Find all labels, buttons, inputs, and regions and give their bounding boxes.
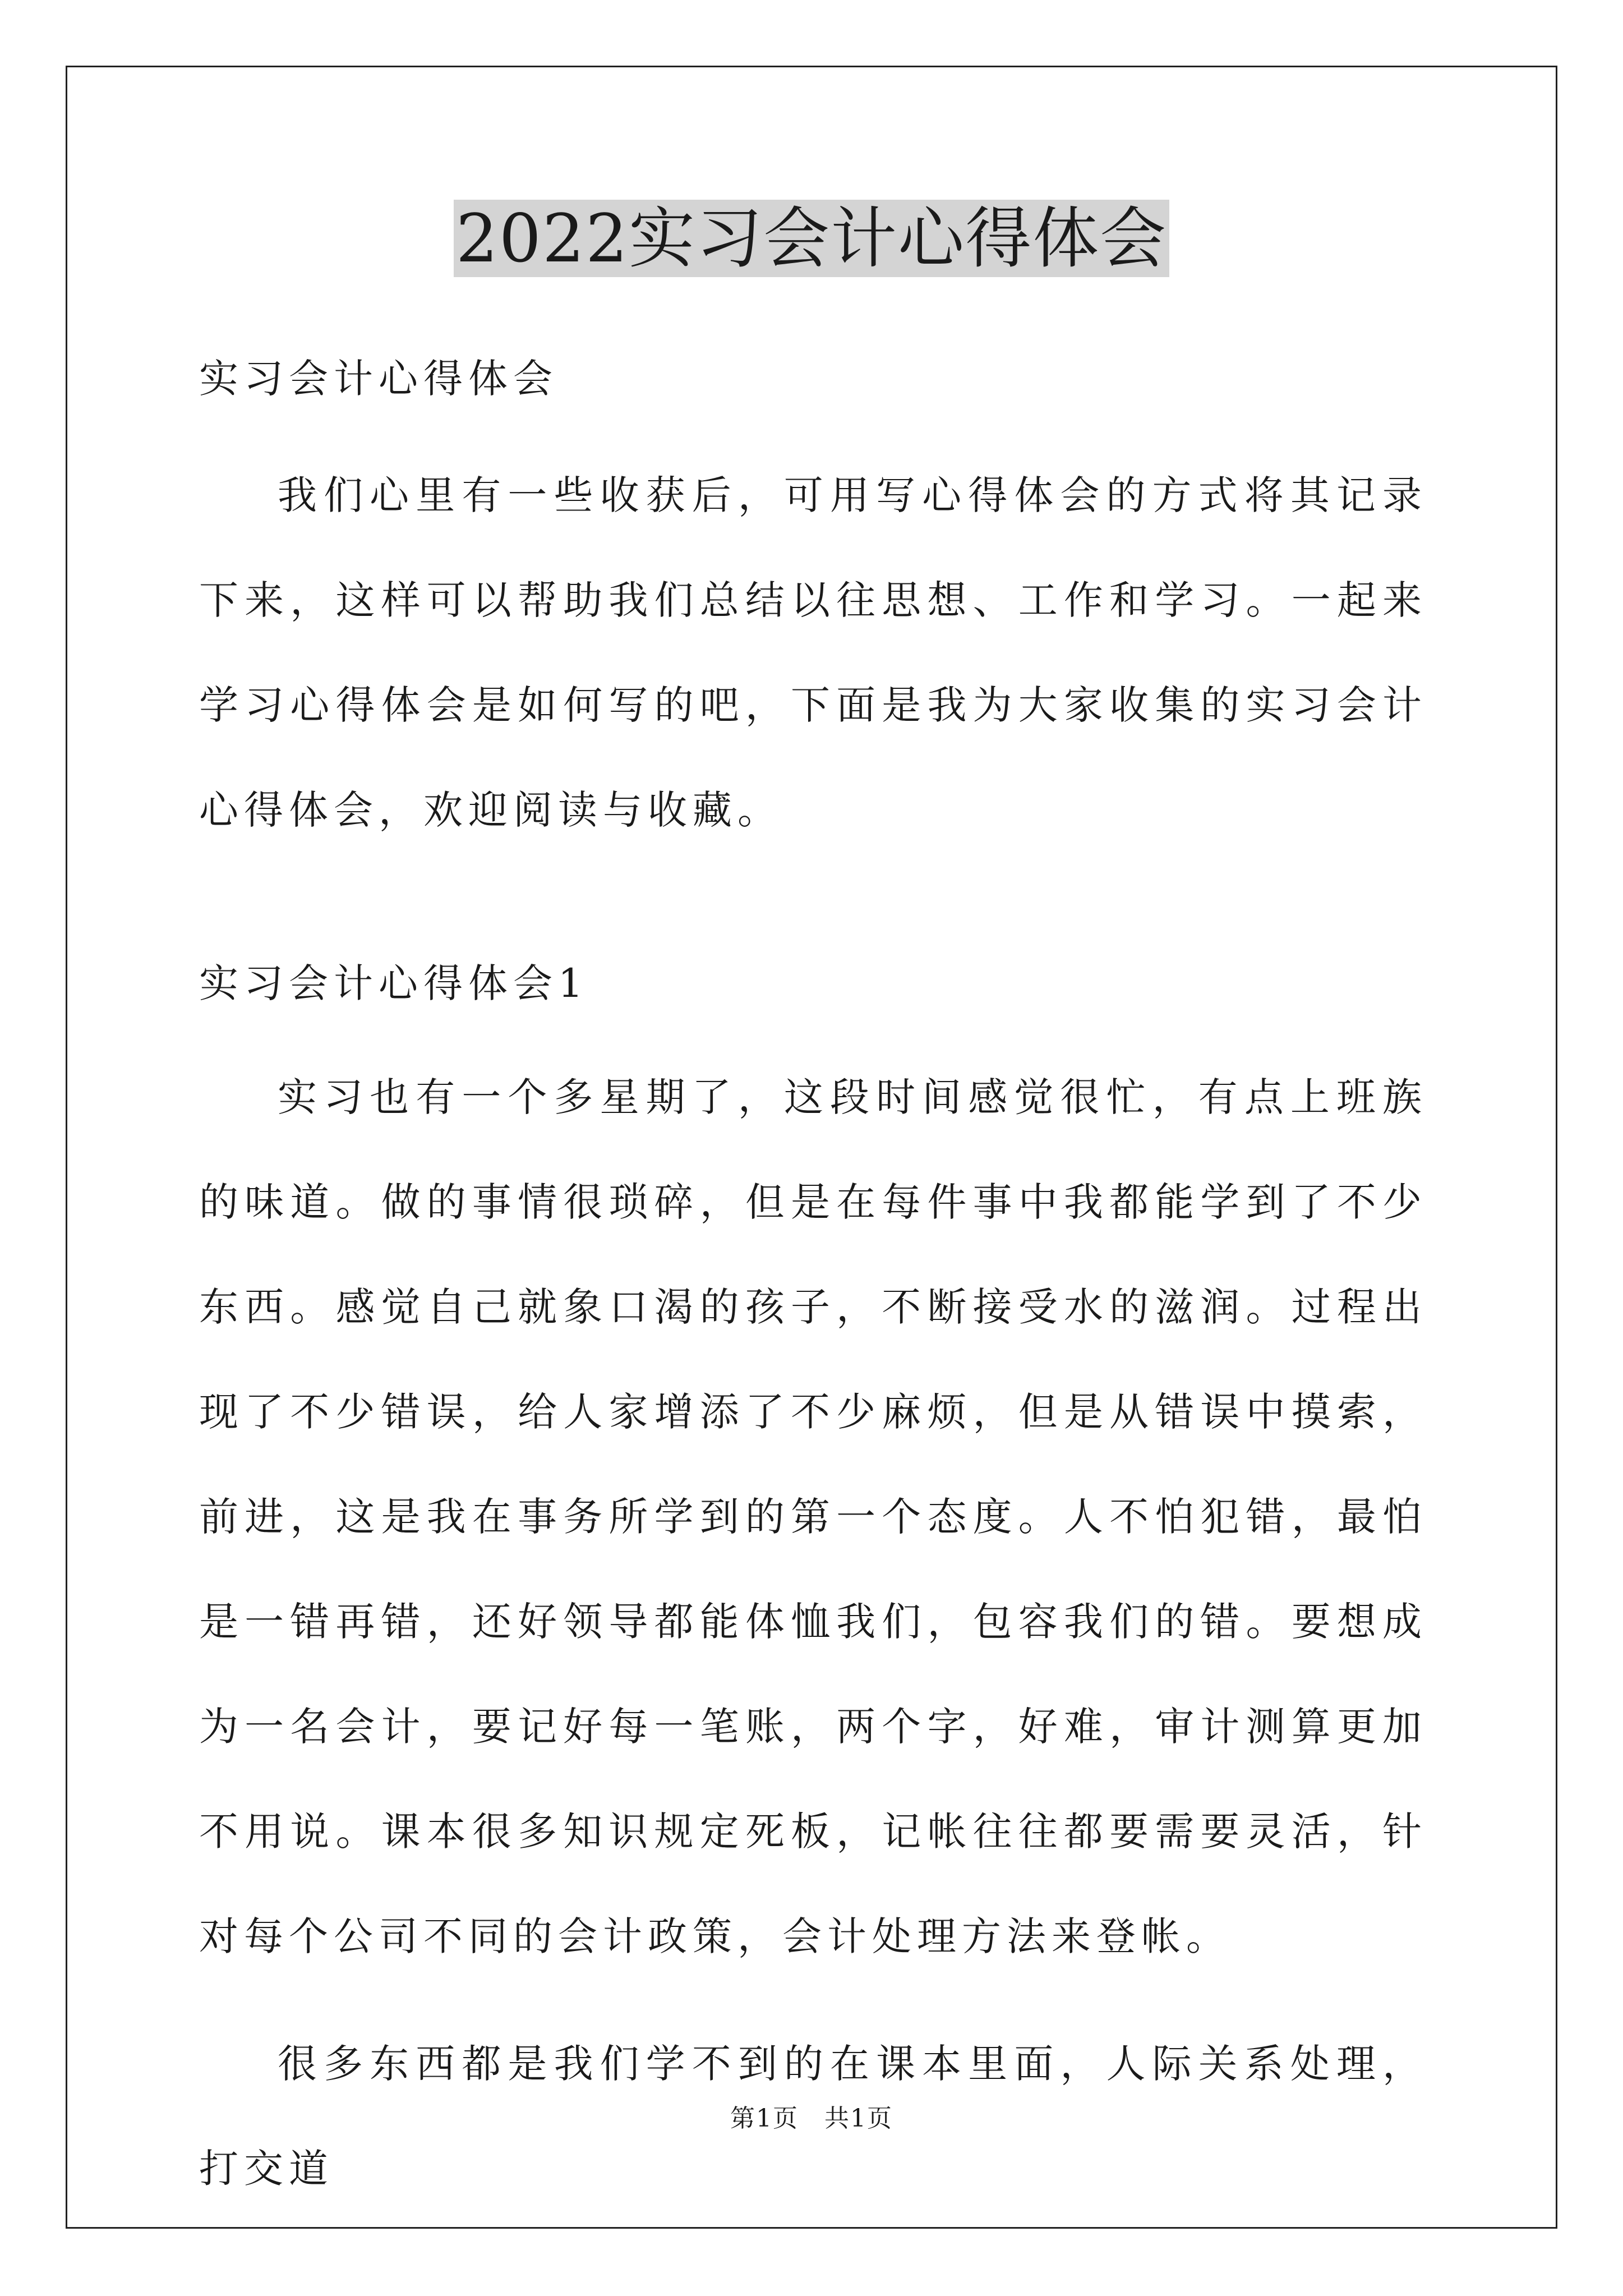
document-body [199,337,1427,2221]
document-title [0,196,1623,280]
intro-paragraph: 我们心里有一些收获后，可用写心得体会的方式将其记录下来，这样可以帮助我们总结以往思想、工作和学习。一起来学习心得体会是如何写的吧，下面是我为大家收集的实习会计心得体会，欢迎阅读与收藏。 [199,472,1427,833]
document-title-text: 2022实习会计心得体会 [454,200,1169,277]
body-paragraph-1: 实习也有一个多星期了，这段时间感觉很忙，有点上班族的味道。做的事情很琐碎，但是在每件事中我都能学到了不少东西。感觉自己就象口渴的孩子，不断接受水的滋润。过程出现了不少错误，给人家增添了不少麻烦，但是从错误中摸索，前进，这是我在事务所学到的第一个态度。人不怕犯错，最怕是一错再错，还好领导都能体恤我们，包容我们的错。要想成为一名会计，要记好每一笔账，两个字，好难，审计测算更加不用说。课本很多知识规定死板，记帐往往都要需要灵活，针对每个公司不同的会计政策，会计处理方法来登帐。 [199,1074,1427,1959]
body-paragraph-2: 很多东西都是我们学不到的在课本里面，人际关系处理，打交道 [199,2041,1427,2192]
document-heading: 实习会计心得体会 [199,356,558,402]
section-title: 实习会计心得体会1 [199,960,589,1006]
page-footer: 第1页 共1页 [730,2104,893,2133]
